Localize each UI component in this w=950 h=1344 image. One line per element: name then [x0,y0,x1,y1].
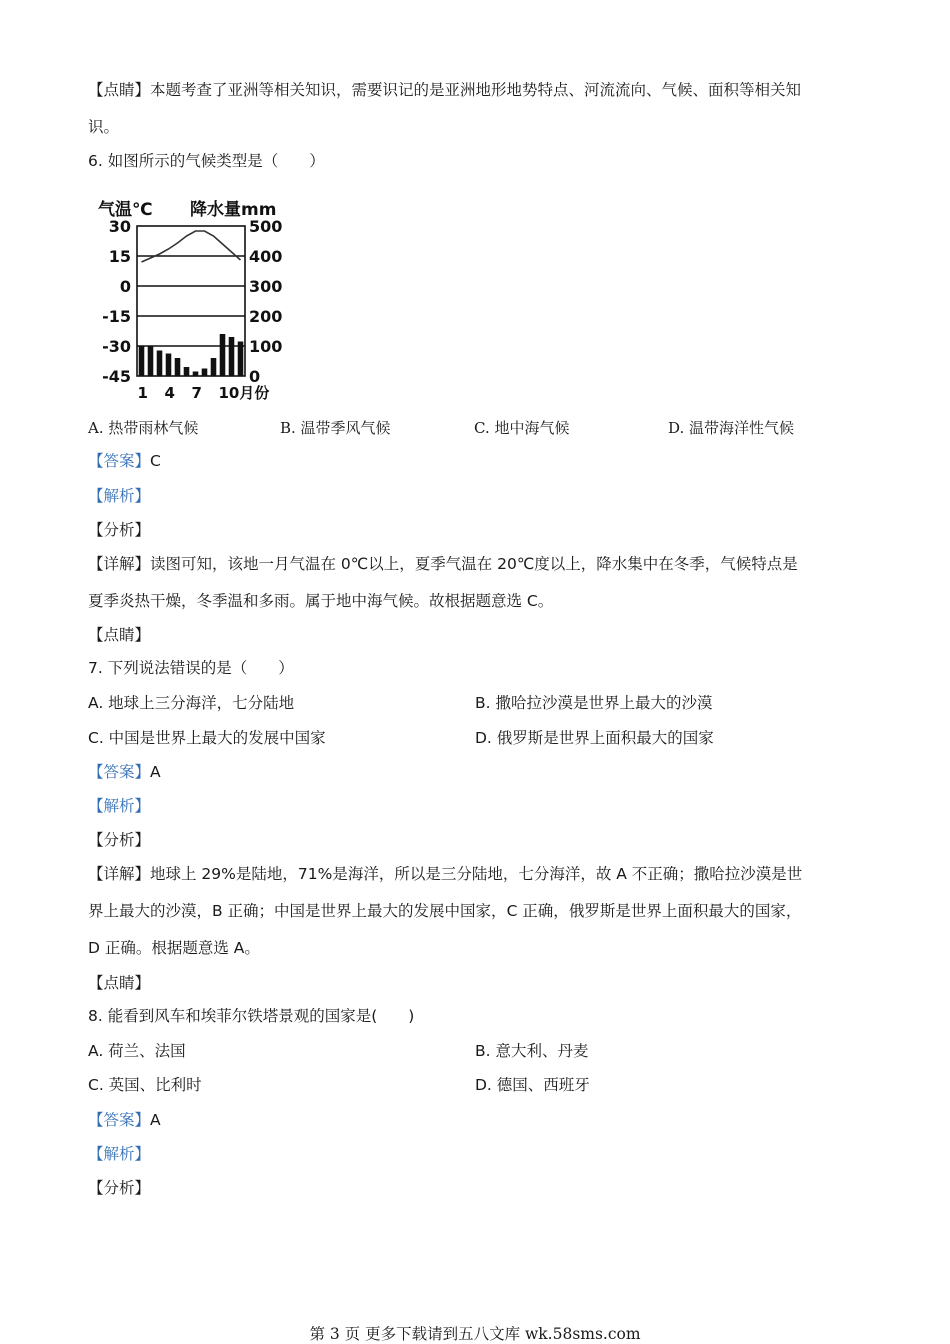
chart-left-axis-title: 气温℃ [98,200,153,220]
q7-option-d: D. 俄罗斯是世界上面积最大的国家 [475,729,714,747]
q7-detail-line-3: D 正确。根据题意选 A。 [88,939,260,957]
left-tick-label: 30 [108,217,131,236]
dianjing-paragraph-line-2: 识。 [88,118,120,136]
climate-chart [95,190,285,405]
precipitation-bar [166,354,172,377]
q7-jiexi-tag: 【解析】 [88,797,151,815]
q6-detail-line-1: 【详解】读图可知，该地一月气温在 0℃以上，夏季气温在 20℃度以上，降水集中在冬季，气候特点是 [88,555,798,573]
right-tick-label: 100 [249,337,283,356]
precipitation-bar [229,337,235,376]
precipitation-bar [202,369,208,377]
precipitation-bar [211,358,217,376]
q7-dianjing-tag: 【点睛】 [88,974,151,992]
q6-option-a: A. 热带雨林气候 [88,419,199,437]
q6-dianjing-tag: 【点睛】 [88,626,151,644]
answer-tag: 【答案】 [88,763,151,781]
precipitation-bar [220,334,226,376]
q6-option-c: C. 地中海气候 [474,419,570,437]
q6-fenxi-tag: 【分析】 [88,521,151,539]
q7-detail-line-2: 界上最大的沙漠，B 正确；中国是世界上最大的发展中国家，C 正确，俄罗斯是世界上面积最大的国家， [88,902,802,920]
page-footer: 第 3 页 更多下载请到五八文库 wk.58sms.com [309,1325,641,1343]
left-tick-label: 0 [119,277,131,296]
answer-value: A [150,763,161,781]
q7-answer [88,761,161,783]
question-8: 8. 能看到风车和埃菲尔铁塔景观的国家是( ) [88,1007,415,1025]
q6-option-b: B. 温带季风气候 [280,419,391,437]
q8-option-a: A. 荷兰、法国 [88,1042,186,1060]
answer-tag: 【答案】 [88,1111,151,1129]
q6-option-d: D. 温带海洋性气候 [668,419,795,437]
answer-value: A [150,1111,161,1129]
chart-right-axis-title: 降水量mm [190,200,277,220]
precipitation-bar [184,367,190,376]
q8-option-c: C. 英国、比利时 [88,1076,202,1094]
x-tick-label: 1 [137,384,148,402]
answer-tag: 【答案】 [88,452,151,470]
right-tick-label: 500 [249,217,283,236]
q7-option-a: A. 地球上三分海洋，七分陆地 [88,694,295,712]
left-tick-label: -15 [102,307,131,326]
precipitation-bar [139,346,145,376]
left-tick-label: -30 [102,337,131,356]
question-7: 7. 下列说法错误的是（ ） [88,659,294,677]
precipitation-bar [148,346,154,376]
precipitation-bar [238,342,244,377]
right-tick-label: 300 [249,277,283,296]
q7-option-b: B. 撒哈拉沙漠是世界上最大的沙漠 [475,694,713,712]
q6-detail-line-2: 夏季炎热干燥，冬季温和多雨。属于地中海气候。故根据题意选 C。 [88,592,554,610]
x-tick-label: 7 [191,384,202,402]
right-tick-label: 400 [249,247,283,266]
q8-option-b: B. 意大利、丹麦 [475,1042,589,1060]
q6-jiexi-tag: 【解析】 [88,487,151,505]
precipitation-bar [157,351,163,377]
q7-detail-line-1: 【详解】地球上 29%是陆地，71%是海洋，所以是三分陆地，七分海洋，故 A 不正确；撒哈拉沙漠是世 [88,865,803,883]
answer-value: C [150,452,161,470]
x-tick-label: 4 [164,384,175,402]
temperature-line [142,231,241,262]
q7-option-c: C. 中国是世界上最大的发展中国家 [88,729,326,747]
x-tick-label: 10月份 [218,384,270,402]
right-tick-label: 0 [249,367,261,386]
q8-option-d: D. 德国、西班牙 [475,1076,590,1094]
q6-answer [88,450,161,472]
q8-answer [88,1109,161,1131]
question-6: 6. 如图所示的气候类型是（ ） [88,152,325,170]
precipitation-bar [193,372,199,377]
q7-fenxi-tag: 【分析】 [88,831,151,849]
right-tick-label: 200 [249,307,283,326]
left-tick-label: 15 [108,247,131,266]
dianjing-paragraph-line-1: 【点睛】本题考查了亚洲等相关知识，需要识记的是亚洲地形地势特点、河流流向、气候、面积等相关知 [88,81,802,99]
q8-jiexi-tag: 【解析】 [88,1145,151,1163]
q8-fenxi-tag: 【分析】 [88,1179,151,1197]
left-tick-label: -45 [102,367,131,386]
precipitation-bar [175,358,181,376]
